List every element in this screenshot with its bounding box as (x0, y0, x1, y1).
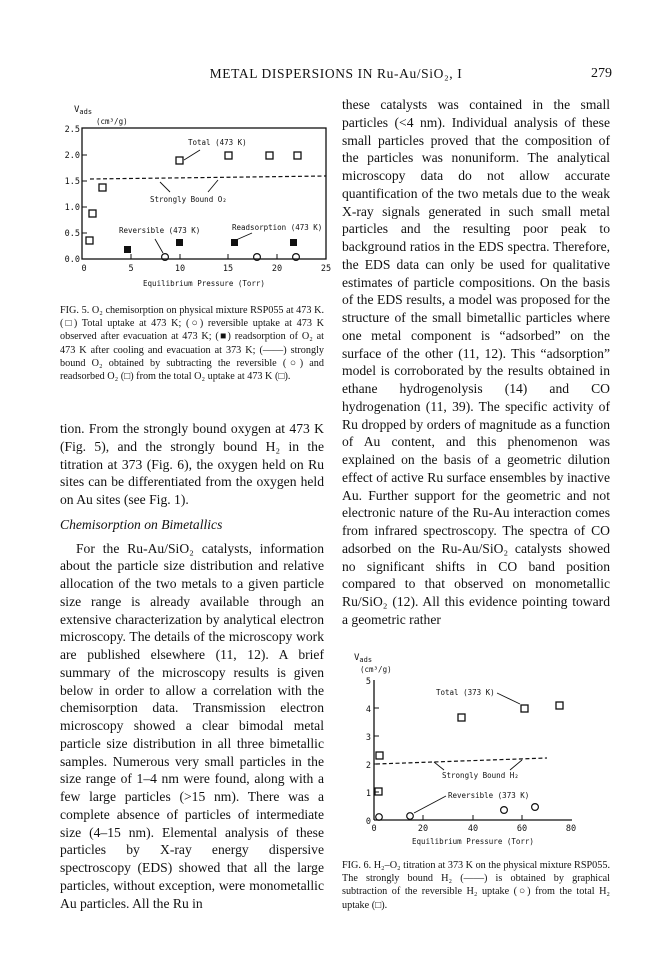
fig5-total-point (89, 210, 96, 217)
fig5-arrow-reversible (155, 239, 163, 253)
fig6-reversible-point (407, 813, 414, 820)
fig5-arrow-strongly-1 (160, 182, 170, 192)
fig6-xtick: 20 (417, 824, 429, 834)
fig5-arrow-total (184, 150, 200, 160)
fig5-ytick: 1.0 (64, 203, 80, 213)
running-title: METAL DISPERSIONS IN Ru-Au/SiO₂, I (209, 66, 463, 81)
fig6-ytick: 0 (365, 817, 371, 827)
fig5-annotation-strongly: Strongly Bound O₂ (150, 195, 227, 204)
fig5-readsorption-point (124, 246, 131, 253)
fig6-xticks (371, 824, 576, 834)
fig6-reversible-point (501, 807, 508, 814)
fig5-xlabel: Equilibrium Pressure (Torr) (143, 279, 265, 288)
fig5-xtick: 5 (128, 264, 134, 274)
fig5-xtick: 10 (174, 264, 186, 274)
fig5-xtick: 20 (271, 264, 283, 274)
fig6-xtick: 80 (565, 824, 577, 834)
fig6-total-point (376, 752, 383, 759)
running-header (60, 66, 612, 88)
fig6-total-point (556, 702, 563, 709)
fig6-xtick: 60 (516, 824, 528, 834)
paragraph: tion. From the strongly bound oxygen at 473 K (Fig. 5), and the strongly bound H₂ in the titration at 373 (Fig. 6), the oxygen held on Ru sites can be differentiated from the oxygen held on Au sites (see Fig. 1). (60, 421, 324, 507)
figure-5 (60, 100, 330, 295)
fig6-ytick: 1 (365, 789, 371, 799)
fig6-ytick: 4 (365, 705, 371, 715)
fig5-arrow-readsorption (236, 233, 252, 240)
fig5-total-point (225, 152, 232, 159)
fig6-ylabel: $V_{ads}$ (354, 653, 373, 664)
fig5-total-point (266, 152, 273, 159)
fig6-xtick: 0 (371, 824, 377, 834)
left-column (60, 420, 324, 912)
fig5-yticks (65, 125, 80, 265)
figure-6-caption: FIG. 6. H₂–O₂ titration at 373 K on the physical mixture RSP055. The strongly bound H₂ (——) is obtained by graphical subtraction of the reversible H₂ uptake (○) from the total H₂ uptake (□). (342, 860, 610, 911)
fig6-annotation-total: Total (373 K) (436, 688, 495, 697)
section-heading: Chemisorption on Bimetallics (60, 516, 223, 532)
figure-6 (352, 650, 582, 850)
fig5-annotation-readsorption: Readsorption (473 K) (232, 223, 323, 232)
fig5-ytick: 2.0 (64, 151, 80, 161)
fig6-arrow-strongly-2 (510, 760, 522, 770)
fig6-total-series (375, 702, 563, 795)
fig5-total-point (176, 157, 183, 164)
fig5-ytick: 1.5 (64, 177, 80, 187)
fig6-annotation-reversible: Reversible (373 K) (448, 791, 530, 800)
fig6-arrow-strongly-1 (434, 762, 444, 770)
fig5-arrow-strongly-2 (208, 180, 218, 192)
fig5-xtick: 25 (320, 264, 332, 274)
paragraph: For the Ru-Au/SiO₂ catalysts, information about the particle size distribution and relative allocation of the two metals to a given particle size range is already available through an extensive characterization by analytical electron microscopy. The details of the microscopy work are published elsewhere (11, 12). A brief summary of the microscopy results is given below in order to allow a correlation with the chemisorption data. Transmission electron microscopy showed a clear bimodal metal particle size distribution in all three bimetallic samples. Numerous very small particles in the size range of 1–4 nm were found, along with a few large particles (>15 nm). There was a complete absence of particles of intermediate size (4–15 nm). Elemental analysis of these particles by X-ray energy dispersive spectroscopy (EDS) showed that all the large particles, without exception, were monometallic Au particles. All the Ru in (60, 540, 324, 911)
fig6-ytick: 3 (365, 733, 371, 743)
fig5-readsorption-point (176, 239, 183, 246)
fig6-yunit: (cm³/g) (360, 665, 392, 674)
fig6-reversible-series (376, 804, 539, 821)
fig5-annotation-reversible: Reversible (473 K) (119, 226, 201, 235)
fig5-ytick: 0.0 (64, 255, 80, 265)
fig5-ytick: 2.5 (64, 125, 80, 135)
fig5-readsorption-point (290, 239, 297, 246)
fig5-plot-frame (82, 128, 326, 259)
right-column (342, 96, 610, 629)
fig5-annotation-total: Total (473 K) (188, 138, 247, 147)
fig6-reversible-point (376, 814, 383, 821)
fig6-reversible-point (532, 804, 539, 811)
fig5-xtick: 0 (81, 264, 87, 274)
fig6-arrow-reversible (414, 796, 446, 813)
fig5-yunit: (cm³/g) (96, 117, 128, 126)
fig5-total-point (294, 152, 301, 159)
fig5-total-point (86, 237, 93, 244)
fig6-xlabel: Equilibrium Pressure (Torr) (412, 837, 534, 846)
fig6-yticks (366, 677, 371, 827)
fig6-annotation-strongly: Strongly Bound H₂ (442, 771, 519, 780)
fig5-ylabel: $V_{ads}$ (74, 105, 93, 116)
fig6-ytick: 5 (365, 677, 371, 687)
fig6-total-point (521, 705, 528, 712)
fig6-total-point (458, 714, 465, 721)
fig5-xticks (81, 264, 331, 274)
fig5-ytick: 0.5 (64, 229, 80, 239)
page-number: 279 (591, 66, 612, 81)
figure-5-caption: FIG. 5. O₂ chemisorption on physical mixture RSP055 at 473 K. (□) Total uptake at 473 K; (○) reversible uptake at 473 K observed after evacuation at 473 K; (■) readsorption of O₂ at 473 K after cooling and evacuation at 373 K; (——) strongly bound O₂ obtained by subtracting the reversible (○) and readsorbed O₂ (□) from the total O₂ uptake at 473 K (□). (60, 305, 324, 383)
fig5-xtick: 15 (222, 264, 234, 274)
fig6-arrow-total (497, 693, 520, 704)
fig5-total-point (99, 184, 106, 191)
fig5-readsorption-series (124, 239, 297, 253)
fig5-strongly-bound-line (90, 176, 326, 179)
fig6-xtick: 40 (467, 824, 479, 834)
paragraph: these catalysts was contained in the small particles (<4 nm). Individual analysis of these small particles proved that the composition of the particles was nonuniform. The analytical microscopy data do not allow accurate quantification of the two metals due to the weak X-ray signals generated in such small metal particles and the resulting poor peak to background ratios in the EDS spectra. Therefore, the EDS data can only be used for qualitative estimates of particle compositions. On the basis of the EDS results, a model was proposed for the structure of the small bimetallic particles where one metal component is “adsorbed” on the surface of the other (11, 12). This “adsorption” model is corroborated by the results obtained in ethane hydrogenolysis (14) and CO hydrogenation (11, 39). The specific activity of Ru dropped by orders of magnitude as a function of Au content, and this phenomenon was explained on the basis of a geometric dilution effect of active Ru surface ensembles by inactive Au. Further support for the geometric and not electronic nature of the Ru-Au interaction comes from infrared spectroscopy. The spectra of CO adsorbed on the Ru-Au/SiO₂ catalysts showed no significant shifts in CO band position compared to that observed on monometallic Ru/SiO₂ (12). All this evidence pointing toward a geometric rather (342, 97, 610, 627)
fig6-ytick: 2 (365, 761, 371, 771)
